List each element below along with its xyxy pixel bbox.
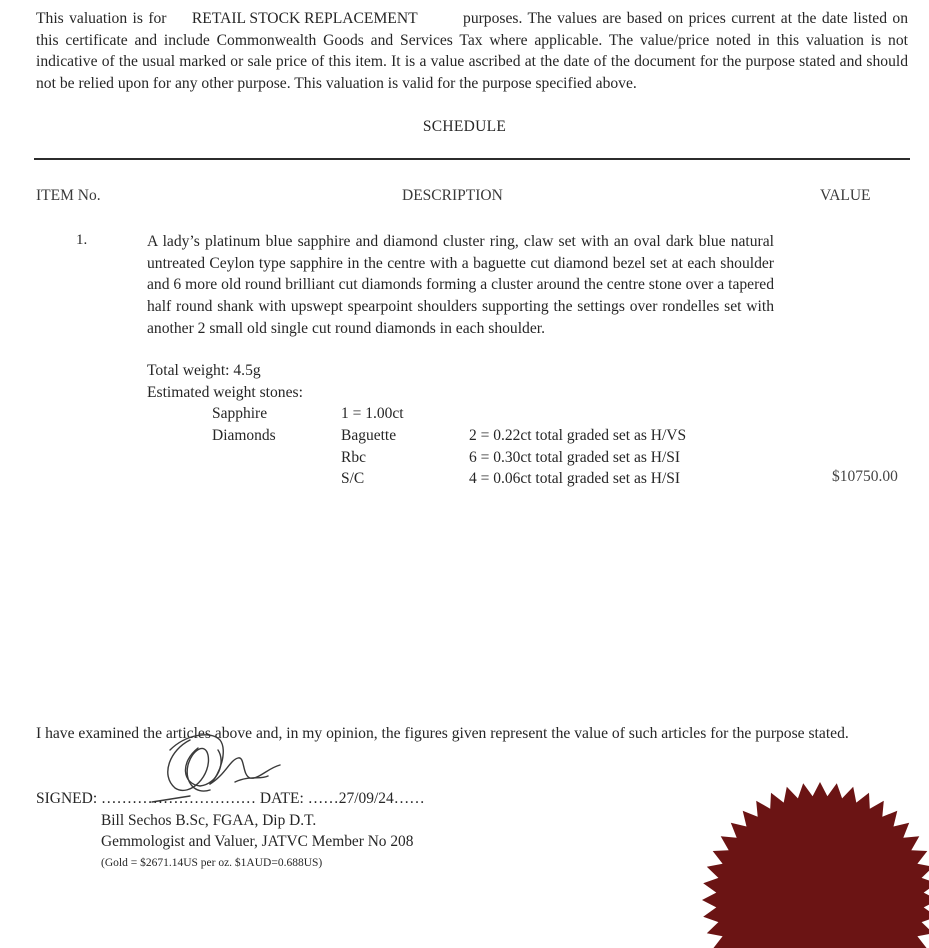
header-item-no: ITEM No.: [36, 187, 101, 204]
total-weight: Total weight: 4.5g: [147, 362, 261, 379]
intro-paragraph: [36, 8, 908, 94]
gold-rate-note: (Gold = $2671.14US per oz. $1AUD=0.688US): [101, 857, 323, 869]
item-number: 1.: [76, 232, 88, 248]
stone-detail: 6 = 0.30ct total graded set as H/SI: [469, 449, 681, 466]
intro-lead: This valuation is for: [36, 10, 167, 27]
signer-name: Bill Sechos B.Sc, FGAA, Dip D.T.: [101, 812, 317, 829]
header-value: VALUE: [820, 187, 871, 204]
stone-type: S/C: [341, 470, 365, 487]
header-description: DESCRIPTION: [402, 187, 503, 204]
signed-line: [36, 790, 425, 808]
stone-detail: 2 = 0.22ct total graded set as H/VS: [469, 427, 687, 444]
schedule-title: SCHEDULE: [422, 118, 507, 135]
item-value: $10750.00: [832, 468, 898, 485]
closing-statement: I have examined the articles above and, in my opinion, the figures given represent the value of such articles for the purpose stated.: [36, 725, 849, 742]
signed-dots: …………………………: [101, 790, 257, 807]
header-divider: [34, 158, 910, 160]
stone-type: 1 = 1.00ct: [341, 405, 404, 422]
stone-group: Sapphire: [212, 405, 268, 422]
date-value: ……27/09/24……: [307, 790, 425, 807]
stone-type: Rbc: [341, 449, 366, 466]
signed-label: SIGNED:: [36, 790, 102, 807]
stone-group: Diamonds: [212, 427, 276, 444]
valuation-purpose: RETAIL STOCK REPLACEMENT: [191, 10, 418, 27]
stone-type: Baguette: [341, 427, 397, 444]
signer-title: Gemmologist and Valuer, JATVC Member No 208: [101, 833, 414, 850]
red-seal: [698, 768, 929, 948]
date-label: DATE:: [259, 790, 308, 807]
estimated-weight-label: Estimated weight stones:: [147, 384, 303, 401]
stone-detail: 4 = 0.06ct total graded set as H/SI: [469, 470, 681, 487]
intro-body: purposes. The values are based on prices current at the date listed on this certificate and include Commonwealth Goods and Services Tax where applicable. The value/price noted in this valuation is not indicative of the usual marked or sale price of this item. It is a value ascribed at the date of the document for the purpose stated and should not be relied upon for any other purpose. This valuation is valid for the purpose specified above.: [36, 10, 908, 92]
item-description: A lady’s platinum blue sapphire and diamond cluster ring, claw set with an oval dark blue natural untreated Ceylon type sapphire in the centre with a baguette cut diamond bezel set at each shoulder and 6 more old round brilliant cut diamonds forming a cluster around the centre stone over a tapered half round shank with upswept spearpoint shoulders supporting the settings over rondelles set with another 2 small old single cut round diamonds in each shoulder.: [147, 233, 774, 337]
